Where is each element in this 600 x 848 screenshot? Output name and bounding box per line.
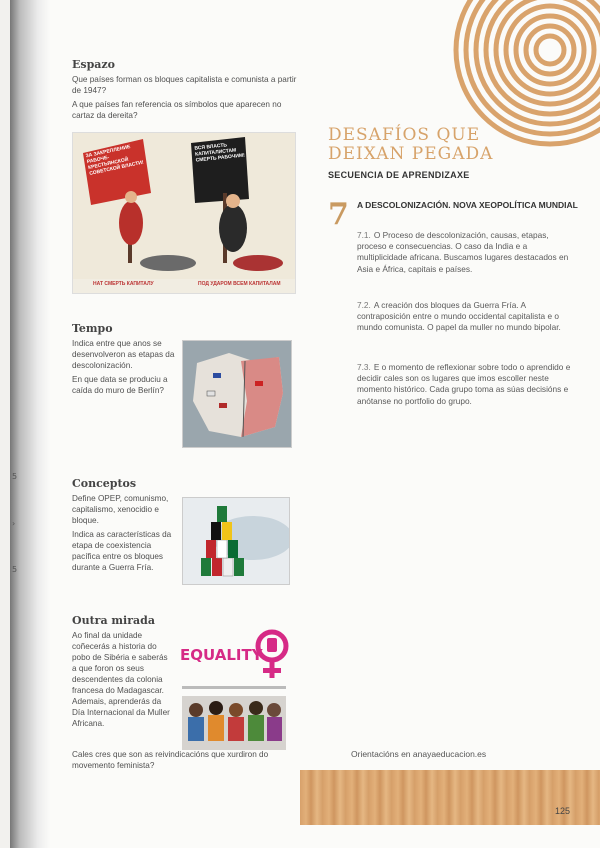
list-item-text: A creación dos bloques da Guerra Fría. A contraposición entre o mundo occidental capitalista e o mundo comunista. O papel da muller no mundo bipolar.	[357, 300, 561, 333]
section-subtitle: SECUENCIA DE APRENDIZAXE	[328, 170, 470, 180]
list-item-number: 7.3.	[357, 362, 371, 372]
oil-barrels-image	[182, 497, 290, 585]
list-item-number: 7.2.	[357, 300, 371, 310]
poster-flag-text-2: ВСЯ ВЛАСТЬ КАПИТАЛИСТАМ СМЕРТЬ РАБОЧИМ!	[194, 142, 246, 164]
women-group-photo	[182, 696, 286, 750]
margin-marks	[10, 0, 30, 848]
outra-mirada-text-2: Cales cres que son as reivindicacións que xurdiron do movemento feminista?	[72, 750, 269, 770]
conceptos-block	[72, 477, 174, 573]
title-line-2: DEIXAN PEGADA	[328, 144, 494, 164]
list-item	[357, 230, 579, 275]
list-item-text: O Proceso de descolonización, causas, etapas, proceso e consecuencias. O caso da India e a multiplicidade africana. Buscamos lugares destacados en Asia e África, capitais e países.	[357, 230, 569, 274]
unit-heading: A DESCOLONIZACIÓN. NOVA XEOPOLÍTICA MUNDIAL	[357, 200, 578, 210]
espazo-text-1: Que países forman os bloques capitalista e comunista a partir de 1947?	[72, 75, 297, 95]
unit-number: 7	[328, 197, 349, 232]
conceptos-heading: Conceptos	[72, 477, 137, 490]
list-item	[357, 362, 579, 407]
outra-mirada-heading: Outra mirada	[72, 614, 155, 627]
margin-mark: 5	[12, 472, 18, 481]
propaganda-poster-image	[72, 132, 296, 294]
tempo-heading: Tempo	[72, 322, 113, 335]
tempo-text-1: Indica entre que anos se desenvolveron as etapas da descolonización.	[72, 339, 175, 370]
orientations-link[interactable]: Orientacións en anayaeducacion.es	[351, 749, 487, 759]
espazo-text-2: A que países fan referencia os símbolos que aparecen no cartaz da dereita?	[72, 100, 282, 120]
berlin-map-image	[182, 340, 292, 448]
espazo-block	[72, 58, 297, 121]
poster-caption-right: ПОД УДАРОМ ВСЕМ КАПИТАЛАМ	[198, 281, 281, 287]
margin-mark: 5	[12, 565, 18, 574]
tempo-block	[72, 322, 177, 396]
wood-band-decoration	[300, 770, 600, 825]
margin-mark: ›	[12, 519, 16, 528]
outra-mirada-text-1: Ao final da unidade coñecerás a historia do pobo de Sibéria e saberás a que foron os seus descendentes da colonia francesa do Madagascar. Ademais, aprenderás da Día Internacional da Muller Africana.	[72, 631, 170, 728]
poster-flag-text-1: ЗА ЗАКРЕПЛЕНИЕ РАБОЧЕ-КРЕСТЬЯНСКОЙ СОВЕТСКОЙ ВЛАСТИ!	[85, 144, 145, 177]
equality-image	[178, 628, 290, 750]
title-line-1: DESAFÍOS QUE	[328, 125, 481, 145]
conceptos-text-2: Indica as características da etapa de coexistencia pacífica entre os bloques durante a Guerra Fría.	[72, 530, 172, 572]
page-number: 125	[554, 806, 570, 816]
section-title	[328, 126, 493, 164]
outra-mirada-block	[72, 614, 172, 729]
poster-caption-left: НАТ СМЕРТЬ КАПИТАЛУ	[93, 281, 154, 287]
list-item	[357, 300, 579, 334]
list-item-number: 7.1.	[357, 230, 371, 240]
list-item-text: E o momento de reflexionar sobre todo o aprendido e decidir cales son os lugares que imos escoller neste momento histórico. Cada grupo toma as súas decisións e anótanse no portfolio do grupo.	[357, 362, 571, 406]
equality-word: EQUALITY	[180, 646, 263, 664]
conceptos-text-1: Define OPEP, comunismo, capitalismo, xenocidio e bloque.	[72, 494, 169, 525]
caption-line	[182, 686, 286, 689]
book-page	[10, 0, 600, 848]
espazo-heading: Espazo	[72, 58, 115, 71]
tempo-text-2: En que data se produciu a caída do muro de Berlín?	[72, 375, 168, 395]
female-symbol-icon	[254, 628, 290, 684]
